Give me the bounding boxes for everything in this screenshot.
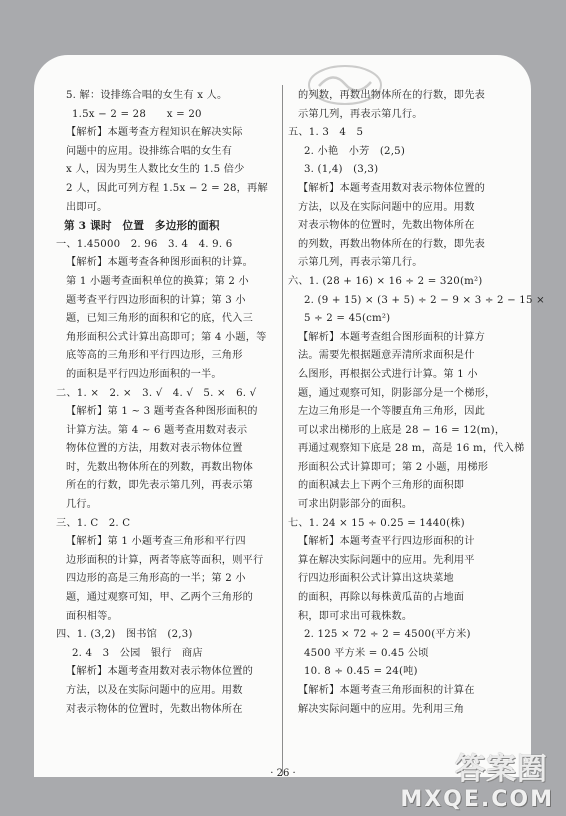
text-line: 1.5x − 2 = 28 x = 20 xyxy=(72,108,202,120)
page-number: · 26 · xyxy=(270,768,296,779)
text-line: 角形面积公式计算出高即可；第 4 小题，等 xyxy=(66,331,267,343)
text-line: 面积相等。 xyxy=(66,610,118,622)
text-line: 对表示物体的位置时，先数出物体所在 xyxy=(298,220,475,232)
text-line: 形面积公式计算即可；第 2 小题，用梯形 xyxy=(298,461,489,473)
text-line: 题考查平行四边形面积的计算；第 3 小 xyxy=(66,294,246,306)
text-line: 算在解决实际问题中的应用。先利用平 xyxy=(298,554,475,566)
text-line: 左边三角形是一个等腰直角三角形，因此 xyxy=(298,406,485,418)
text-line: 题，通过观察可知，阴影部分是一个梯形， xyxy=(298,387,496,399)
text-line: 可以求出梯形的上底是 28 − 16 = 12(m)， xyxy=(298,424,506,436)
text-line: 么图形，再根据公式进行计算。第 1 小 xyxy=(298,368,478,380)
text-line: 三、1. C 2. C xyxy=(56,517,131,529)
text-line: 【解析】本题考查各种图形面积的计算。 xyxy=(66,257,253,269)
watermark-url: MXQE.COM xyxy=(400,787,554,812)
text-line: 解决实际问题中的应用。先利用三角 xyxy=(298,703,465,715)
text-line: 2. (9 + 15) × (3 + 5) ÷ 2 − 9 × 3 ÷ 2 − 15 × xyxy=(304,294,545,306)
text-line: 的面积减去上下两个三角形的面积即 xyxy=(298,480,465,492)
stamp-watermark-icon xyxy=(305,62,385,108)
text-line: 法。需要先根据题意弄清所求面积是什 xyxy=(298,350,475,362)
text-line: 【解析】本题考查组合图形面积的计算方 xyxy=(298,331,485,343)
text-line: 二、1. × 2. × 3. √ 4. √ 5. × 6. √ xyxy=(56,387,257,399)
text-line: x 人，因为男生人数比女生的 1.5 倍少 xyxy=(66,164,245,176)
text-line: 【解析】本题考查用数对表示物体位置的 xyxy=(66,666,253,678)
text-line: 对表示物体的位置时，先数出物体所在 xyxy=(66,703,243,715)
text-line: 【解析】本题考查用数对表示物体位置的 xyxy=(298,182,485,194)
book-page xyxy=(34,55,545,777)
text-line: 5 ÷ 2 = 45(cm²) xyxy=(304,313,391,325)
text-line: 5. 解：设排练合唱的女生有 x 人。 xyxy=(66,90,228,101)
text-line: 3. (1,4) (3,3) xyxy=(304,164,379,176)
text-line: 底等高的三角形和平行四边形，三角形 xyxy=(66,350,243,362)
text-line: 的面积是平行四边形面积的一半。 xyxy=(66,368,222,380)
column-divider xyxy=(282,85,283,775)
text-line: 问题中的应用。设排练合唱的女生有 xyxy=(66,145,233,157)
text-line: 方法，以及在实际问题中的应用。用数 xyxy=(66,685,243,696)
text-line: 七、1. 24 × 15 ÷ 0.25 = 1440(株) xyxy=(288,517,465,529)
text-line: 2. 125 × 72 ÷ 2 = 4500(平方米) xyxy=(304,629,471,641)
text-line: 行四边形面积公式计算出这块菜地 xyxy=(298,573,454,585)
text-line: 【解析】本题考查方程知识在解决实际 xyxy=(66,127,243,139)
text-line: 的列数，再数出物体所在的行数，即先表 xyxy=(298,90,485,101)
text-line: 可求出阴影部分的面积。 xyxy=(298,499,413,511)
text-line: 【解析】第 1 ~ 3 题考查各种图形面积的 xyxy=(66,406,258,418)
text-line: 第 3 课时 位置 多边形的面积 xyxy=(64,220,220,233)
text-line: 一、1.45000 2. 96 3. 4 4. 9. 6 xyxy=(56,238,233,250)
text-line: 物体位置的方法，用数对表示物体位置 xyxy=(66,443,243,455)
text-line: 第 1 小题考查面积单位的换算；第 2 小 xyxy=(66,275,249,287)
text-line: 【解析】本题考查平行四边形面积的计 xyxy=(298,536,475,548)
text-line: 六、1. (28 + 16) × 16 ÷ 2 = 320(m²) xyxy=(288,275,483,287)
text-line: 四边形的高是三角形高的一半；第 2 小 xyxy=(66,573,246,585)
text-line: 五、1. 3 4 5 xyxy=(288,127,364,139)
text-line: 时，先数出物体所在的列数，再数出物体 xyxy=(66,461,253,473)
text-line: 四、1. (3,2) 图书馆 (2,3) xyxy=(56,629,193,641)
text-line: 2. 4 3 公园 银行 商店 xyxy=(72,647,203,659)
text-line: 【解析】本题考查三角形面积的计算在 xyxy=(298,685,475,696)
text-line: 【解析】第 1 小题考查三角形和平行四 xyxy=(66,536,246,548)
text-line: 示第几列，再表示第几行。 xyxy=(298,108,423,120)
text-line: 几行。 xyxy=(66,499,98,511)
text-line: 出即可。 xyxy=(66,201,108,213)
text-line: 的列数，再数出物体所在的行数，即先表 xyxy=(298,238,485,250)
watermark-logo-text: 答案圈 xyxy=(455,752,548,787)
text-line: 示第几列，再表示第几行。 xyxy=(298,257,423,269)
text-line: 4500 平方米 = 0.45 公顷 xyxy=(304,647,429,659)
text-line: 计算方法。第 4 ~ 6 题考查用数对表示 xyxy=(66,424,248,436)
right-column xyxy=(288,87,545,719)
text-line: 边形面积的计算，两者等底等面积，则平行 xyxy=(66,554,264,566)
left-column xyxy=(56,87,280,719)
text-line: 10. 8 ÷ 0.45 = 24(吨) xyxy=(304,666,418,678)
text-line: 积，即可求出可栽株数。 xyxy=(298,610,413,622)
text-line: 题，已知三角形的面积和它的底，代入三 xyxy=(66,313,253,325)
text-line: 2 人，因此可列方程 1.5x − 2 = 28，再解 xyxy=(66,182,268,194)
text-line: 的面积，再除以每株黄瓜苗的占地面 xyxy=(298,592,465,604)
text-line: 2. 小艳 小芳 (2,5) xyxy=(304,145,406,157)
text-line: 所在的行数，即先表示第几列，再表示第 xyxy=(66,480,253,492)
text-line: 再通过观察知下底是 28 m，高是 16 m，代入梯 xyxy=(298,443,525,455)
text-line: 题，通过观察可知，甲、乙两个三角形的 xyxy=(66,592,253,604)
text-line: 方法，以及在实际问题中的应用。用数 xyxy=(298,201,475,213)
